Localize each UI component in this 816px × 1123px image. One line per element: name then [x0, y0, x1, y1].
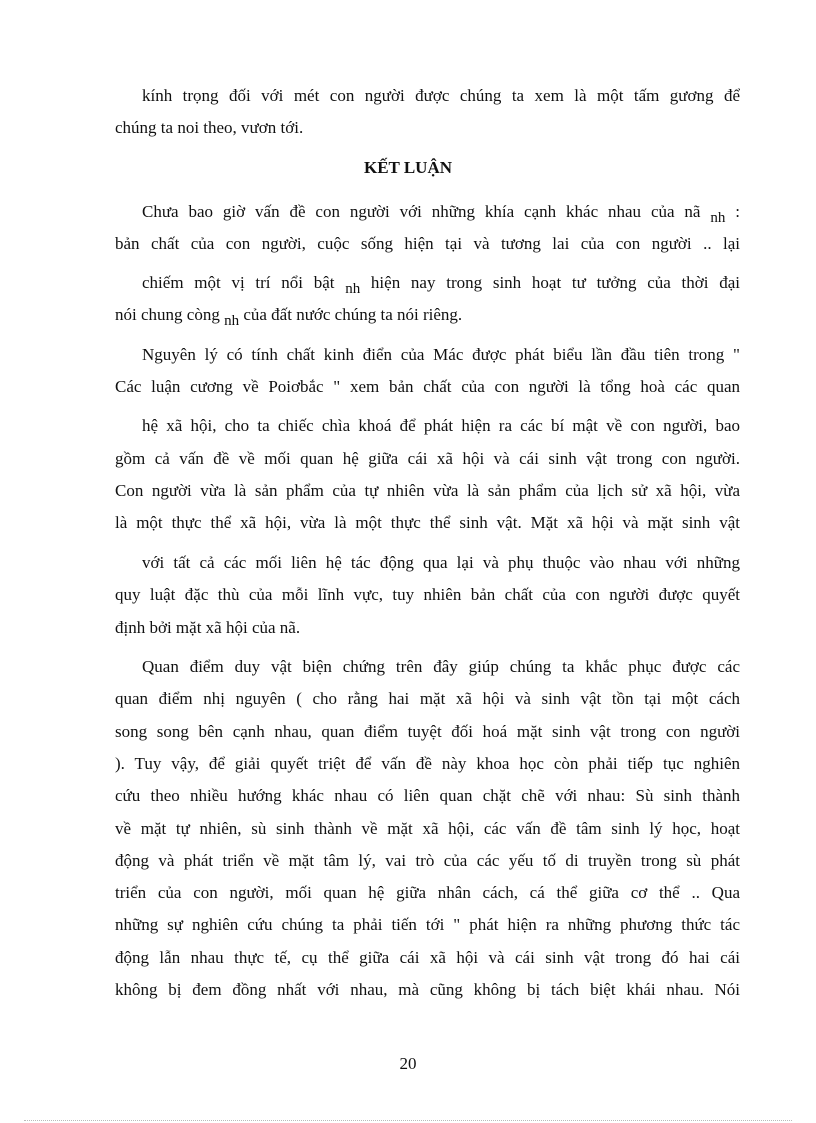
paragraph-line: triển của con người, mối quan hệ giữa nhân cách, cá thể giữa cơ thể .. Qua: [115, 883, 740, 902]
page-number: 20: [399, 1054, 417, 1073]
paragraph-line: song song bên cạnh nhau, quan điểm tuyệt đối hoá mặt sinh vật trong con người: [115, 722, 740, 741]
paragraph-line: với tất cả các mối liên hệ tác động qua lại và phụ thuộc vào nhau với những: [142, 553, 740, 572]
paragraph-line: về mặt tự nhiên, sù sinh thành về mặt xã hội, các vấn đề tâm sinh lý học, hoạt: [115, 819, 740, 838]
paragraph-line: Chưa bao giờ vấn đề con người với những khía cạnh khác nhau của nã nh :: [142, 202, 740, 226]
section-heading: KẾT LUẬN: [363, 158, 452, 177]
paragraph-line: cứu theo nhiều hướng khác nhau có liên quan chặt chẽ với nhau: Sù sinh thành: [115, 786, 740, 805]
paragraph-line: quy luật đặc thù của mỗi lĩnh vực, tuy nhiên bản chất của con người được quyết: [115, 585, 740, 604]
paragraph-line: bản chất của con người, cuộc sống hiện tại và tương lai của con người .. lại: [115, 234, 740, 253]
paragraph-line: những sự nghiên cứu chúng ta phải tiến tới " phát hiện ra những phương thức tác: [115, 915, 740, 934]
paragraph-line: hệ xã hội, cho ta chiếc chìa khoá để phát hiện ra các bí mật về con người, bao: [142, 416, 740, 435]
paragraph-line: Con người vừa là sản phẩm của tự nhiên vừa là sản phẩm của lịch sử xã hội, vừa: [115, 481, 740, 500]
paragraph-line: Nguyên lý có tính chất kinh điển của Mác được phát biểu lần đầu tiên trong ": [142, 345, 740, 364]
paragraph-line: chúng ta noi theo, vươn tới.: [115, 118, 304, 137]
paragraph-line: Quan điểm duy vật biện chứng trên đây giúp chúng ta khắc phục được các: [142, 657, 740, 676]
paragraph-line: không bị đem đồng nhất với nhau, mà cũng không bị tách biệt khái nhau. Nói: [115, 980, 740, 999]
page-bottom-rule: [24, 1120, 792, 1121]
paragraph-line: ). Tuy vậy, để giải quyết triệt để vấn đề này khoa học còn phải tiếp tục nghiên: [115, 754, 740, 773]
paragraph-line: nói chung còng nh của đất nước chúng ta nói riêng.: [115, 305, 463, 329]
paragraph-line: chiếm một vị trí nổi bật nh hiện nay trong sinh hoạt tư tưởng của thời đại: [142, 273, 740, 297]
paragraph-line: quan điểm nhị nguyên ( cho rằng hai mặt xã hội và sinh vật tồn tại một cách: [115, 689, 740, 708]
paragraph-line: là một thực thể xã hội, vừa là một thực thể sinh vật. Mặt xã hội và mặt sinh vật: [115, 513, 740, 532]
paragraph-line: định bởi mặt xã hội của nã.: [115, 618, 301, 637]
paragraph-line: kính trọng đối với mét con người được chúng ta xem là một tấm gương để: [142, 86, 740, 105]
paragraph-line: động lẫn nhau thực tế, cụ thể giữa cái xã hội và cái sinh vật trong đó hai cái: [115, 948, 740, 967]
paragraph-line: gồm cả vấn đề về mối quan hệ giữa cái xã hội và cái sinh vật trong con người.: [115, 449, 740, 468]
paragraph-line: động và phát triển về mặt tâm lý, vai trò của các yếu tố di truyền trong sù phát: [115, 851, 740, 870]
paragraph-line: Các luận cương về Poiơbắc " xem bản chất của con người là tổng hoà các quan: [115, 377, 740, 396]
